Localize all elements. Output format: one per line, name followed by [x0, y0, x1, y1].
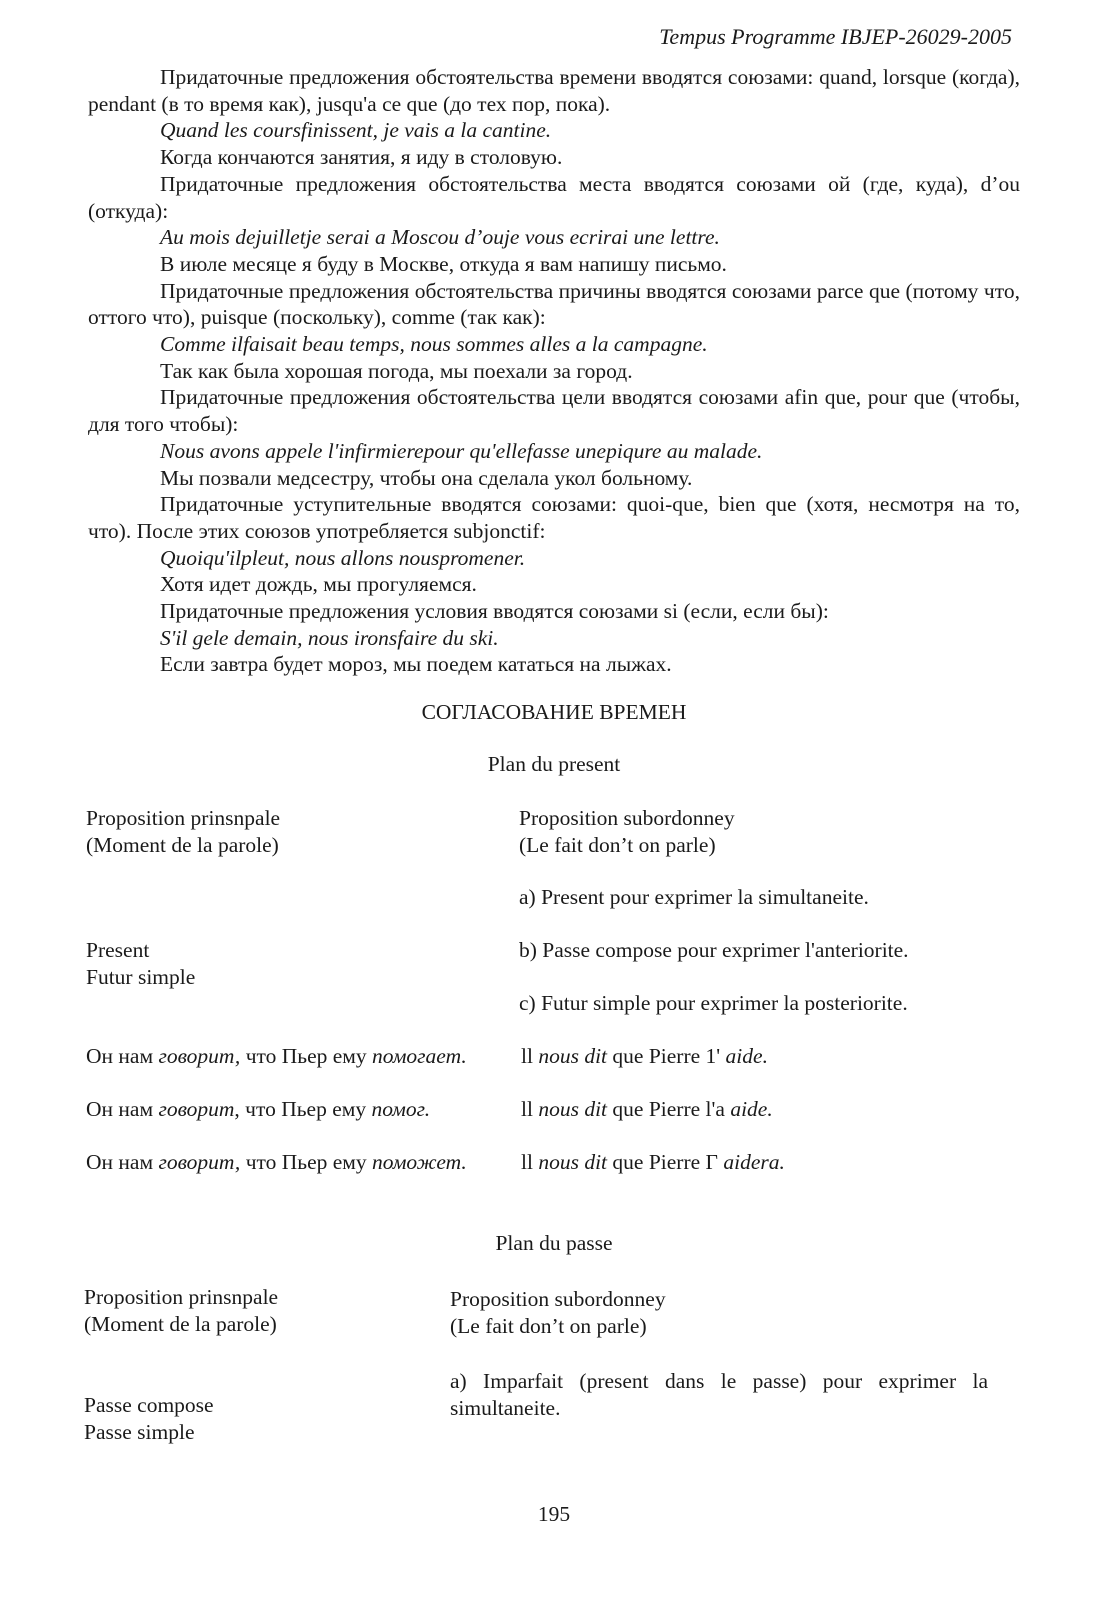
running-header: Tempus Programme IBJEP-26029-2005 — [659, 24, 1012, 49]
present-sub-label: Proposition subordonney (Le fait don’t on parle) — [519, 806, 735, 857]
french-example: Nous avons appele l'infirmierepour qu'ellefasse unepiqure au malade. — [160, 438, 763, 463]
russian-translation: Если завтра будет мороз, мы поедем кататься на лыжах. — [160, 652, 672, 677]
example-row-2-fr: ll nous dit que Pierre l'a aide. — [521, 1097, 773, 1121]
passe-option-a: a) Imparfait (present dans le passe) pour exprimer la simultaneite. — [450, 1369, 988, 1420]
present-tenses: Present Futur simple — [86, 938, 196, 989]
rule-paragraph: Придаточные предложения условия вводятся союзами si (если, если бы): — [160, 599, 829, 624]
example-row-3-fr: ll nous dit que Pierre Г aidera. — [521, 1150, 785, 1174]
russian-translation: Мы позвали медсестру, чтобы она сделала укол больному. — [160, 465, 693, 490]
french-example: Comme ilfaisait beau temps, nous sommes alles a la campagne. — [160, 332, 708, 357]
rule-paragraph: Придаточные предложения обстоятельства времени вводятся союзами: quand, lorsque (когда), pendant (в то время как), jusqu'a ce que (до тех пор, пока). — [88, 65, 1020, 116]
grammar-text — [88, 64, 1020, 678]
rule-paragraph: Придаточные предложения обстоятельства цели вводятся союзами afin que, pour que (чтобы, для того чтобы): — [88, 385, 1020, 437]
russian-translation: Так как была хорошая погода, мы поехали за город. — [160, 358, 633, 383]
french-example: Quand les coursfinissent, je vais a la cantine. — [160, 118, 552, 143]
passe-main-label: Proposition prinsnpale (Moment de la parole) — [84, 1285, 279, 1336]
russian-translation: В июле месяце я буду в Москве, откуда я вам напишу письмо. — [160, 251, 727, 276]
present-option-c: c) Futur simple pour exprimer la posteriorite. — [519, 991, 908, 1015]
present-option-b: b) Passe compose pour exprimer l'anteriorite. — [519, 938, 909, 962]
passe-tenses: Passe compose Passe simple — [84, 1393, 214, 1444]
present-heading: Plan du present — [487, 752, 621, 776]
example-row-3-ru: Он нам говорит, что Пьер ему поможет. — [86, 1150, 467, 1174]
example-row-1-fr: ll nous dit que Pierre 1' aide. — [521, 1044, 768, 1068]
present-option-a: a) Present pour exprimer la simultaneite. — [519, 885, 869, 909]
section-title: СОГЛАСОВАНИЕ ВРЕМЕН — [421, 700, 687, 724]
page-number: 195 — [537, 1502, 571, 1526]
passe-sub-label: Proposition subordonney (Le fait don’t on parle) — [450, 1287, 666, 1338]
rule-paragraph: Придаточные предложения обстоятельства места вводятся союзами ой (где, куда), d’ou (откуда): — [88, 171, 1020, 223]
present-main-label: Proposition prinsnpale (Moment de la parole) — [86, 806, 281, 857]
passe-heading: Plan du passe — [495, 1231, 613, 1255]
example-row-1-ru: Он нам говорит, что Пьер ему помогает. — [86, 1044, 467, 1068]
french-example: S'il gele demain, nous ironsfaire du ski. — [160, 625, 499, 650]
rule-paragraph: Придаточные предложения обстоятельства причины вводятся союзами parce que (потому что, оттого что), puisque (поскольку), comme (так как): — [88, 278, 1020, 330]
french-example: Quoiqu'ilpleut, nous allons nouspromener. — [160, 545, 526, 570]
example-row-2-ru: Он нам говорит, что Пьер ему помог. — [86, 1097, 431, 1121]
french-example: Au mois dejuilletje serai a Moscou d’ouje vous ecrirai une lettre. — [160, 225, 720, 250]
russian-translation: Когда кончаются занятия, я иду в столовую. — [160, 145, 563, 170]
russian-translation: Хотя идет дождь, мы прогуляемся. — [160, 572, 477, 597]
rule-paragraph: Придаточные уступительные вводятся союзами: quoi-que, bien que (хотя, несмотря на то, что). После этих союзов употребляется subjonctif: — [88, 492, 1020, 543]
